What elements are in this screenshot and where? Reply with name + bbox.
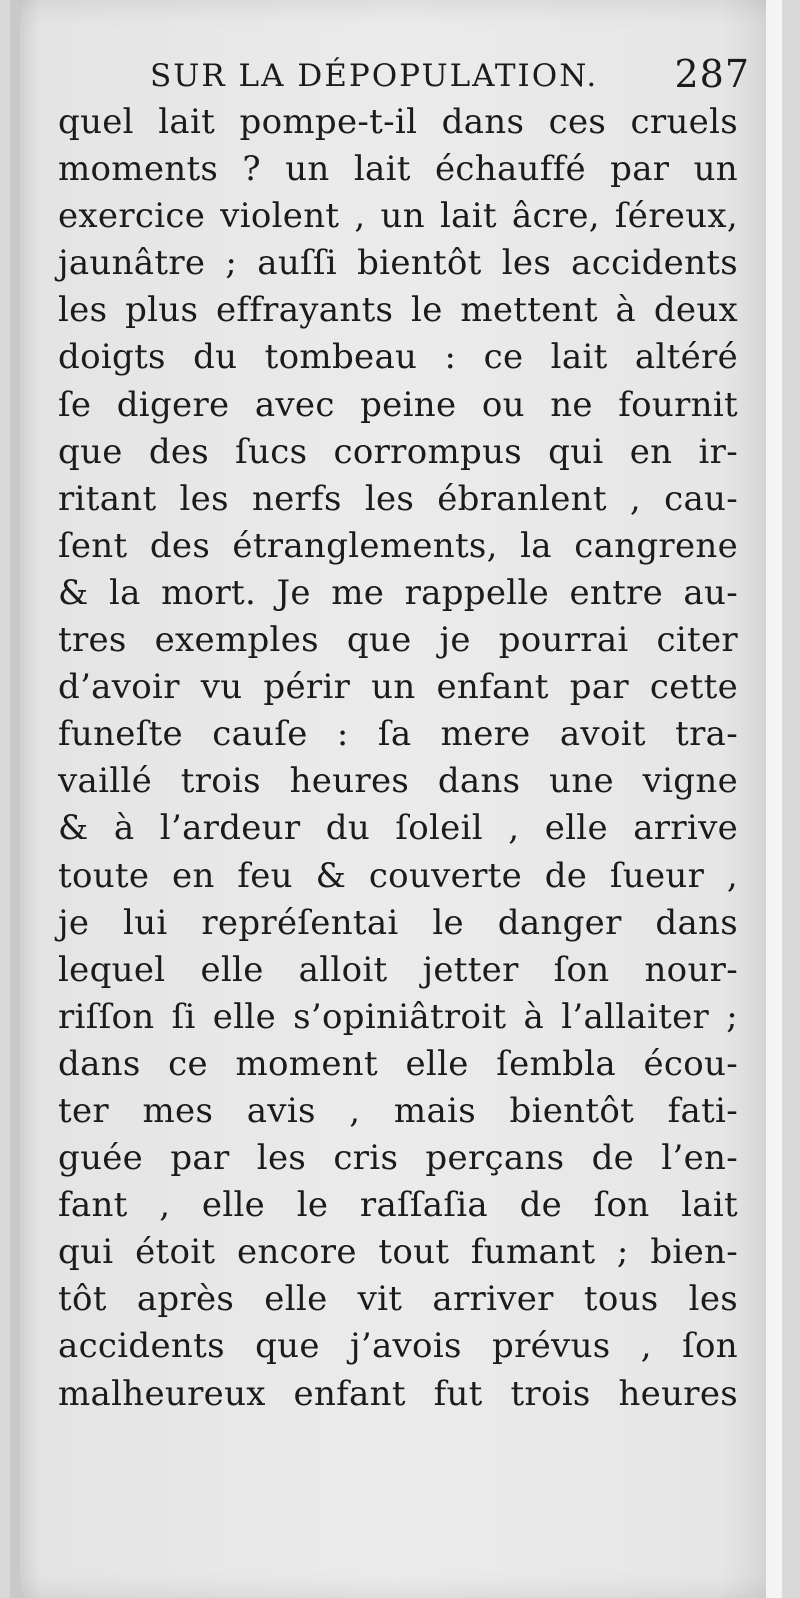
- page-number: 287: [674, 52, 750, 96]
- text-line: les plus effrayants le mettent à deux: [58, 290, 738, 331]
- text-line: d’avoir vu périr un enfant par cette: [58, 667, 738, 708]
- text-line: toute en feu & couverte de ſueur ,: [58, 855, 738, 896]
- text-line: ter mes avis , mais bientôt fati-: [58, 1090, 738, 1131]
- text-line: lequel elle alloit jetter ſon nour-: [58, 949, 738, 990]
- text-line: & à l’ardeur du ſoleil , elle arrive: [58, 808, 738, 849]
- text-line: guée par les cris perçans de l’en-: [58, 1138, 738, 1179]
- text-line: accidents que j’avois prévus , ſon: [58, 1326, 738, 1367]
- text-line: je lui repréſentai le danger dans: [58, 902, 738, 943]
- text-line: vaillé trois heures dans une vigne: [58, 761, 738, 802]
- text-line: exercice violent , un lait âcre, ſéreux,: [58, 196, 738, 237]
- text-line: malheureux enfant fut trois heures: [58, 1373, 738, 1414]
- text-line: & la mort. Je me rappelle entre au-: [58, 572, 738, 613]
- running-title: SUR LA DÉPOPULATION.: [150, 58, 599, 94]
- page-gutter-shadow: [10, 0, 20, 1598]
- text-line: riſſon ſi elle s’opiniâtroit à l’allaiter ;: [58, 996, 738, 1037]
- text-line: jaunâtre ; auſſi bientôt les accidents: [58, 243, 738, 284]
- text-line: ſent des étranglements, la cangrene: [58, 525, 738, 566]
- page-header: [130, 52, 750, 102]
- text-line: qui étoit encore tout fumant ; bien-: [58, 1232, 738, 1273]
- text-line: ſe digere avec peine ou ne fournit: [58, 384, 738, 425]
- text-line: ritant les nerfs les ébranlent , cau-: [58, 478, 738, 519]
- book-page: [10, 0, 782, 1598]
- text-line: funeſte cauſe : ſa mere avoit tra-: [58, 714, 738, 755]
- text-line: fant , elle le raſſaſia de ſon lait: [58, 1185, 738, 1226]
- text-line: quel lait pompe-t-il dans ces cruels: [58, 102, 738, 142]
- text-line: tôt après elle vit arriver tous les: [58, 1279, 738, 1320]
- text-line: moments ? un lait échauffé par un: [58, 149, 738, 190]
- text-line: dans ce moment elle ſembla écou-: [58, 1043, 738, 1084]
- text-line: que des ſucs corrompus qui en ir-: [58, 431, 738, 472]
- text-line: tres exemples que je pourrai citer: [58, 620, 738, 661]
- body-text: [58, 99, 738, 1418]
- text-line: doigts du tombeau : ce lait altéré: [58, 337, 738, 378]
- page-right-margin: [766, 0, 782, 1598]
